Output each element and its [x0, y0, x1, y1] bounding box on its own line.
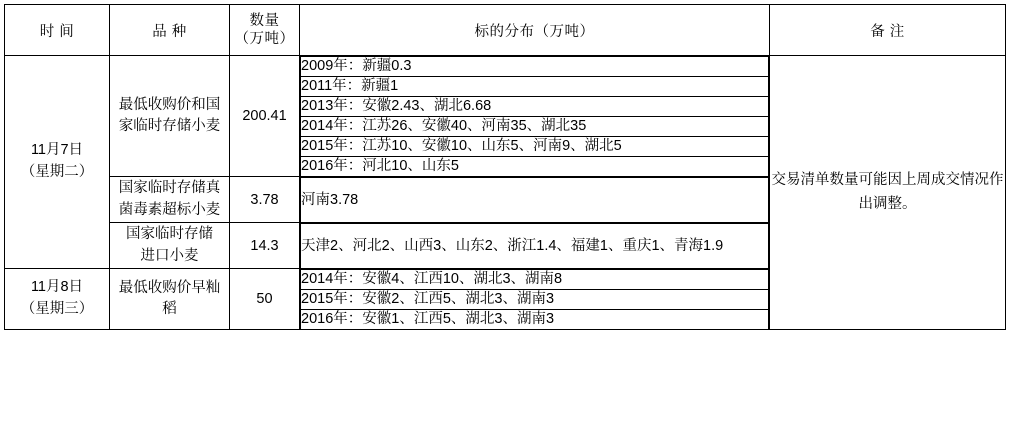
quantity-cell-wheat-toxin: 3.78 [230, 177, 300, 223]
distribution-item: 2014年：江苏26、安徽40、河南35、湖北35 [301, 117, 769, 137]
distribution-item: 2009年：新疆0.3 [301, 57, 769, 77]
distribution-item: 2015年：江苏10、安徽10、山东5、河南9、湖北5 [301, 137, 769, 157]
remark-cell: 交易清单数量可能因上周成交情况作出调整。 [770, 56, 1006, 330]
variety-cell-wheat-toxin [110, 177, 230, 223]
variety-cell-early-rice [110, 269, 230, 330]
time-date-day1: 11月7日 [30, 142, 84, 159]
quantity-cell-early-rice: 50 [230, 269, 300, 330]
quantity-cell-wheat-minimum: 200.41 [230, 56, 300, 177]
distribution-list [300, 269, 769, 329]
variety-line2: 家临时存储小麦 [118, 118, 221, 134]
distribution-list [300, 177, 769, 222]
trading-schedule-table [4, 4, 1006, 330]
table-row [5, 56, 1006, 177]
variety-line1: 国家临时存储 [126, 226, 213, 243]
header-distribution: 标的分布（万吨） [300, 5, 770, 56]
header-quantity-line2: （万吨） [234, 31, 295, 47]
distribution-item: 2011年：新疆1 [301, 77, 769, 97]
time-weekday-day1: （星期二） [20, 164, 94, 180]
variety-cell-wheat-minimum [110, 56, 230, 177]
distribution-list [300, 56, 769, 176]
time-date-day2: 11月8日 [30, 279, 84, 296]
quantity-cell-wheat-imported: 14.3 [230, 223, 300, 269]
header-quantity [230, 5, 300, 56]
distribution-cell-wheat-minimum [300, 56, 770, 177]
distribution-cell-wheat-imported [300, 223, 770, 269]
header-variety: 品 种 [110, 5, 230, 56]
variety-line1: 国家临时存储真 [118, 180, 221, 197]
distribution-cell-wheat-toxin [300, 177, 770, 223]
distribution-cell-early-rice [300, 269, 770, 330]
header-remark: 备 注 [770, 5, 1006, 56]
header-quantity-line1: 数量 [249, 12, 280, 29]
distribution-item: 2013年：安徽2.43、湖北6.68 [301, 97, 769, 117]
variety-line1: 最低收购价和国 [118, 96, 221, 113]
distribution-item: 2016年：河北10、山东5 [301, 157, 769, 177]
time-weekday-day2: （星期三） [20, 301, 94, 317]
variety-line2: 稻 [162, 301, 177, 317]
variety-line2: 进口小麦 [140, 247, 199, 264]
distribution-item: 2016年：安徽1、江西5、湖北3、湖南3 [301, 310, 769, 330]
header-time: 时 间 [5, 5, 110, 56]
variety-cell-wheat-imported [110, 223, 230, 269]
table-header-row [5, 5, 1006, 56]
time-cell-day1 [5, 56, 110, 269]
distribution-list [300, 223, 769, 268]
distribution-item: 2014年：安徽4、江西10、湖北3、湖南8 [301, 270, 769, 290]
distribution-item: 河南3.78 [301, 178, 769, 223]
distribution-item: 2015年：安徽2、江西5、湖北3、湖南3 [301, 290, 769, 310]
time-cell-day2 [5, 269, 110, 330]
variety-line1: 最低收购价早籼 [118, 279, 221, 296]
distribution-item: 天津2、河北2、山西3、山东2、浙江1.4、福建1、重庆1、青海1.9 [301, 224, 769, 269]
variety-line2: 菌毒素超标小麦 [118, 201, 221, 218]
